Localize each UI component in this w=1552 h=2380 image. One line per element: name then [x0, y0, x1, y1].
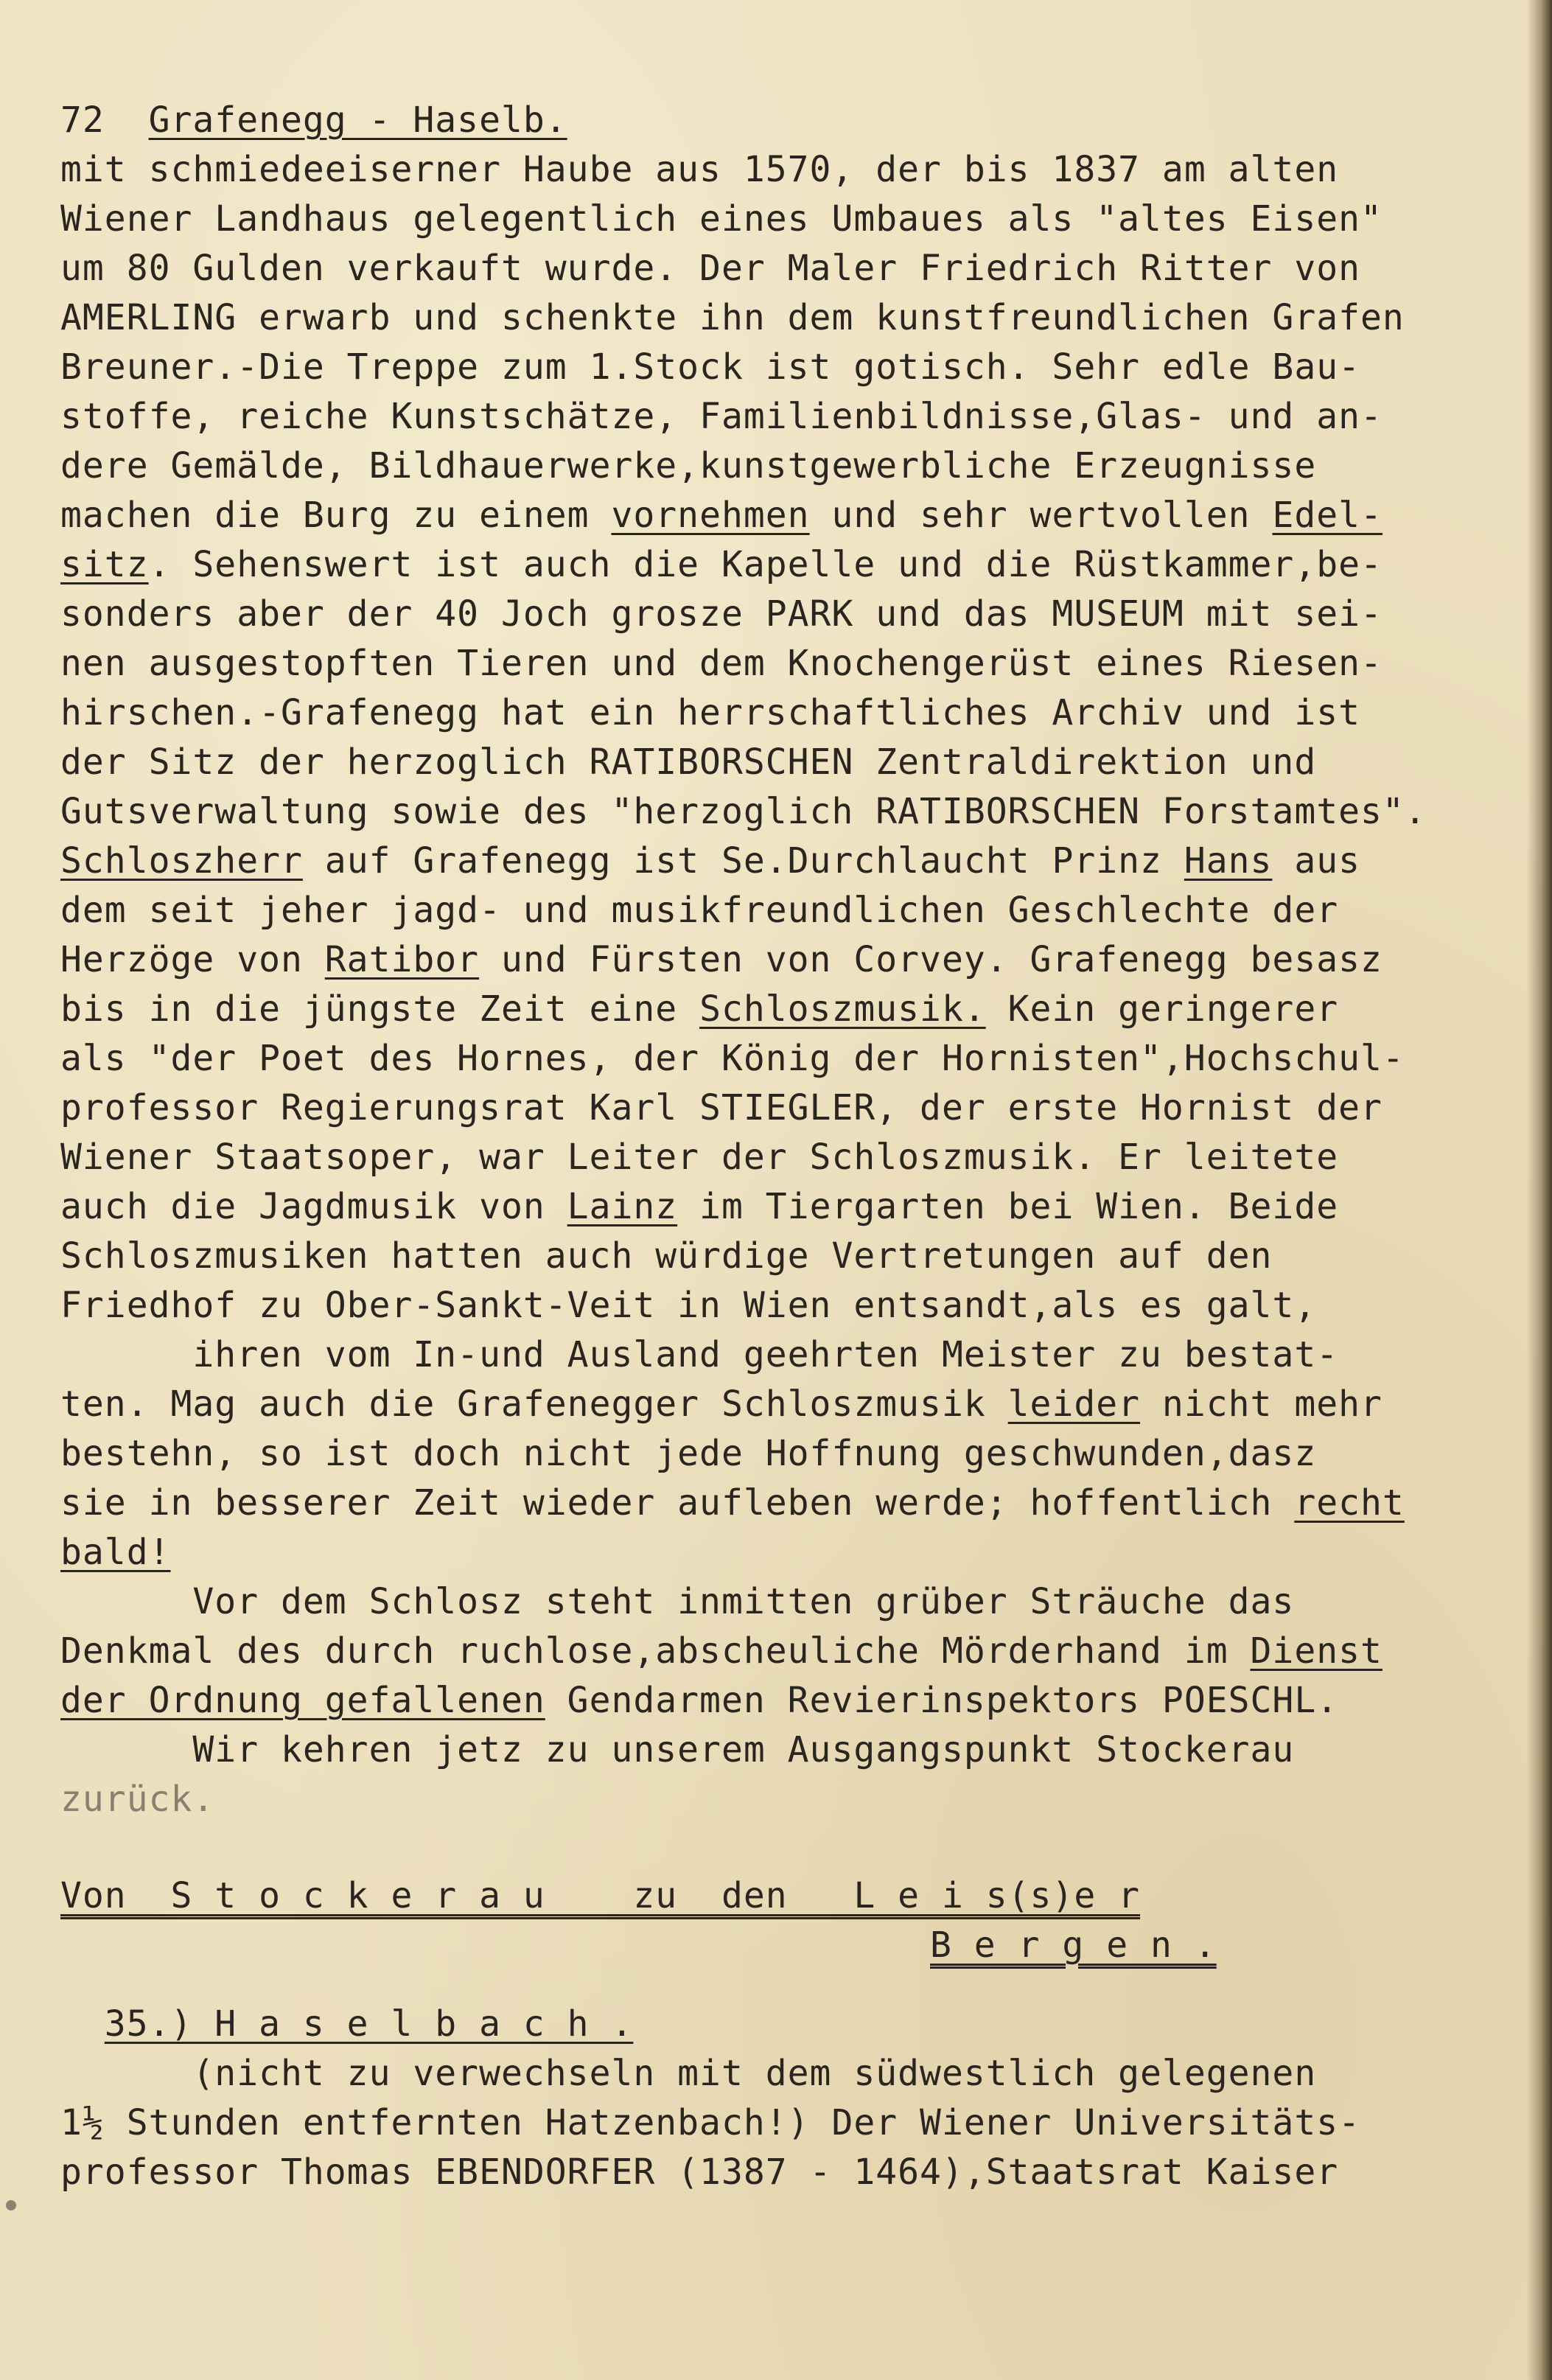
text-segment: im Tiergarten bei Wien. Beide	[677, 1186, 1339, 1227]
text-segment: bis in die jüngste Zeit eine	[60, 988, 700, 1030]
text-segment: aus	[1272, 840, 1361, 882]
section-heading-continued	[60, 1921, 1527, 1970]
text-line	[60, 985, 1527, 1034]
ink-spot	[6, 2200, 16, 2210]
text-line: der Sitz der herzoglich RATIBORSCHEN Zentraldirektion und	[60, 741, 1317, 783]
page-number: 72	[60, 100, 105, 141]
text-line: dem seit jeher jagd- und musikfreundlichen Geschlechte der	[60, 890, 1339, 931]
text-line: ihren vom In-und Ausland geehrten Meister zu bestat-	[60, 1334, 1339, 1375]
section-heading	[60, 1871, 1527, 1921]
text-line: Friedhof zu Ober-Sankt-Veit in Wien entsandt,als es galt,	[60, 1285, 1317, 1326]
text-line	[60, 1479, 1527, 1528]
underlined-word: Ratibor	[324, 939, 480, 980]
text-line: Wir kehren jetz zu unserem Ausgangspunkt Stockerau	[60, 1729, 1295, 1770]
text-line: Gutsverwaltung sowie des "herzoglich RATIBORSCHEN Forstamtes".	[60, 791, 1427, 832]
underlined-word: der Ordnung gefallenen	[60, 1680, 545, 1721]
text-segment: machen die Burg zu einem	[60, 495, 612, 536]
text-segment: Kein geringerer	[985, 988, 1339, 1030]
spacer	[60, 1824, 1527, 1871]
text-line	[60, 837, 1527, 886]
underlined-word: Edel-	[1272, 495, 1383, 536]
underlined-word: recht	[1294, 1482, 1405, 1524]
text-segment: Denkmal des durch ruchlose,abscheuliche Mörderhand im	[60, 1630, 1251, 1672]
text-segment: und sehr wertvollen	[809, 495, 1273, 536]
text-segment: und Fürsten von Corvey. Grafenegg besasz	[479, 939, 1383, 980]
typewritten-text	[60, 96, 1527, 2197]
text-line	[60, 491, 1527, 540]
text-segment: Gendarmen Revierinspektors POESCHL.	[545, 1680, 1339, 1721]
underlined-word: bald!	[60, 1532, 171, 1573]
underlined-word: Lainz	[567, 1186, 678, 1227]
text-line: um 80 Gulden verkauft wurde. Der Maler Friedrich Ritter von	[60, 248, 1361, 289]
text-segment: . Sehenswert ist auch die Kapelle und die Rüstkammer,be-	[148, 544, 1383, 585]
text-line	[60, 1182, 1527, 1232]
text-line	[60, 1528, 1527, 1577]
text-line	[60, 935, 1527, 985]
text-line	[60, 1380, 1527, 1429]
text-segment: nicht mehr	[1140, 1383, 1383, 1425]
text-line: Breuner.-Die Treppe zum 1.Stock ist gotisch. Sehr edle Bau-	[60, 346, 1361, 388]
subsection-title-text: 35.) H a s e l b a c h .	[104, 2003, 634, 2045]
section-heading-line: Von S t o c k e r a u zu den L e i s(s)e r	[60, 1875, 1141, 1916]
text-line: 1½ Stunden entfernten Hatzenbach!) Der Wiener Universitäts-	[60, 2102, 1361, 2143]
underlined-word: Schloszherr	[60, 840, 303, 882]
text-line: dere Gemälde, Bildhauerwerke,kunstgewerbliche Erzeugnisse	[60, 445, 1317, 486]
text-segment: ten. Mag auch die Grafenegger Schloszmusik	[60, 1383, 1008, 1425]
subsection-title	[60, 2000, 1527, 2049]
text-line: Wiener Staatsoper, war Leiter der Schloszmusik. Er leitete	[60, 1137, 1339, 1178]
text-line: professor Regierungsrat Karl STIEGLER, der erste Hornist der	[60, 1087, 1383, 1128]
underlined-word: leider	[1007, 1383, 1141, 1425]
text-line: Schloszmusiken hatten auch würdige Vertretungen auf den	[60, 1235, 1273, 1277]
underlined-word: Schloszmusik.	[699, 988, 986, 1030]
text-line	[60, 540, 1527, 590]
text-line: nen ausgestopften Tieren und dem Knochengerüst eines Riesen-	[60, 643, 1383, 684]
spacer	[60, 1970, 1527, 2000]
text-line: hirschen.-Grafenegg hat ein herrschaftliches Archiv und ist	[60, 692, 1361, 733]
underlined-word: sitz	[60, 544, 149, 585]
running-title: Grafenegg - Haselb.	[148, 100, 567, 141]
text-line	[60, 1676, 1527, 1725]
underlined-word: vornehmen	[611, 495, 810, 536]
text-line: professor Thomas EBENDORFER (1387 - 1464),Staatsrat Kaiser	[60, 2152, 1339, 2193]
text-line: Wiener Landhaus gelegentlich eines Umbaues als "altes Eisen"	[60, 198, 1383, 240]
text-segment: auch die Jagdmusik von	[60, 1186, 567, 1227]
text-line: Vor dem Schlosz steht inmitten grüber Sträuche das	[60, 1581, 1295, 1622]
text-line	[60, 1627, 1527, 1676]
page-edge-shadow	[1527, 0, 1552, 2380]
text-line: zurück.	[60, 1779, 215, 1820]
underlined-word: Hans	[1184, 840, 1273, 882]
text-line: stoffe, reiche Kunstschätze, Familienbildnisse,Glas- und an-	[60, 396, 1383, 437]
text-line: bestehn, so ist doch nicht jede Hoffnung geschwunden,dasz	[60, 1433, 1317, 1474]
text-line: (nicht zu verwechseln mit dem südwestlich gelegenen	[60, 2053, 1317, 2094]
text-segment: Herzöge von	[60, 939, 325, 980]
section-heading-line: B e r g e n .	[930, 1924, 1217, 1966]
text-segment: sie in besserer Zeit wieder aufleben werde; hoffentlich	[60, 1482, 1295, 1524]
page-header	[60, 96, 1527, 145]
text-line: sonders aber der 40 Joch grosze PARK und das MUSEUM mit sei-	[60, 593, 1383, 635]
text-line: AMERLING erwarb und schenkte ihn dem kunstfreundlichen Grafen	[60, 297, 1405, 338]
text-segment: auf Grafenegg ist Se.Durchlaucht Prinz	[302, 840, 1184, 882]
underlined-word: Dienst	[1250, 1630, 1383, 1672]
text-line: mit schmiedeeiserner Haube aus 1570, der bis 1837 am alten	[60, 149, 1339, 190]
text-line: als "der Poet des Hornes, der König der Hornisten",Hochschul-	[60, 1038, 1405, 1079]
